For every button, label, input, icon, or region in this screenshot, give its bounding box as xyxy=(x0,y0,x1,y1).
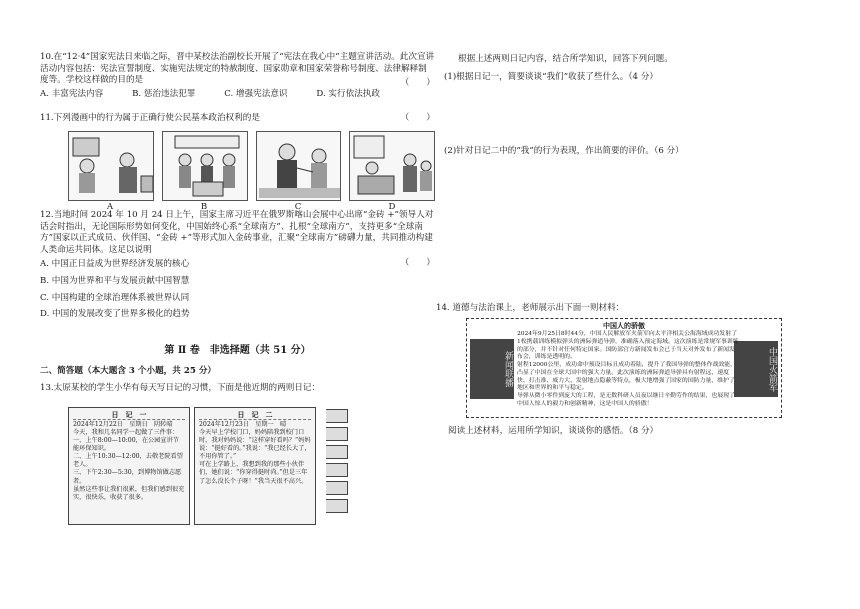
question-13-sub1: (1)根据日记一，简要谈谈“我们”收获了些什么。（4 分） xyxy=(444,72,658,82)
option-a: A. 中国正日益成为世界经济发展的核心 xyxy=(40,259,190,270)
option-a: A. 丰富宪法内容 xyxy=(40,88,104,99)
cartoon-row xyxy=(68,131,435,201)
section-title: 二、简答题（本大题含 3 个小题，共 25 分） xyxy=(40,366,217,376)
question-10 xyxy=(40,52,435,100)
cartoon-a-image xyxy=(68,131,154,201)
question-13-intro: 根据上述两则日记内容，结合所学知识，回答下列问题。 xyxy=(458,54,673,64)
question-12-stem: 12.当地时间 2024 年 10 月 24 日上午，国家主席习近平在俄罗斯喀山会展中心出席“金砖 +”领导人对话会时指出，无论国际形势如何变化，中国始终心系“全球南方”、扎根“全球南方”，支持更多“全球南方”国家以正式成员、伙伴国、“金砖 +”等形式加入金砖事业，汇聚“全球南方”磅礴力量，共同推动构建人类命运共同体。这足以说明 xyxy=(40,210,434,255)
news-photo-right: 中国火箭军 xyxy=(734,341,778,397)
answer-paren: （ ） xyxy=(400,258,435,268)
question-14-task: 阅读上述材料，运用所学知识，谈谈你的感悟。（8 分） xyxy=(448,426,659,436)
diary-two-title: 日 记 二 xyxy=(199,410,311,420)
question-13-sub2: (2)针对日记二中的“我”的行为表现，作出简要的评价。（6 分） xyxy=(444,146,684,156)
option-d: D. 中国的发展改变了世界多极化的趋势 xyxy=(40,309,190,320)
cartoon-d-image xyxy=(349,131,435,201)
question-12-options xyxy=(40,259,435,320)
news-title: 中国人的骄傲 xyxy=(603,321,645,330)
diary-one-body: 今天，我和几名同学一起做了三件事： 一、上午8:00—10:00，在公园宣讲节能环保知识。 二、上午10:30—12:00，去敬老院看望老人。 三、下午2:30—5:30，到博物馆做志愿者。 虽然这些事让我们很累，但我们感到很充实，很快乐，收获了很多。 xyxy=(73,429,185,501)
question-10-stem: 10.在“12·4”国家宪法日来临之际，晋中某校法治副校长开展了“宪法在我心中”主题宣讲活动。此次宣讲活动内容包括：宪法宣誓制度、实施宪法规定的特赦制度、国家勋章和国家荣誉称号制度、法律解释制度等。学校这样做的目的是 xyxy=(40,52,435,86)
part-two-title: 第 Ⅱ 卷 非选择题（共 51 分） xyxy=(164,345,311,356)
option-b: B. 惩治违法犯罪 xyxy=(132,88,196,99)
diary-illustration xyxy=(68,403,348,538)
diary-one-date: 2024年12月22日 星期日 阴转晴 xyxy=(73,421,173,429)
answer-paren: （ ） xyxy=(400,78,435,88)
cartoon-b-image xyxy=(162,131,248,201)
news-body: 2024年9月25日8时44分，中国人民解放军火箭军向太平洋相关公海海域成功发射了1枚携载训练模拟弹头的洲际弹道导弹，准确落入预定海域。这次演练是常规军事训练的部分，并不针对任何特定国家。国防部官方新闻发布会已于当天对外发布了新闻发布会，训练是透明的。 射程12000公里，成功命中预设目标且成功着陆，提升了我国导弹的整体作战效能，凸显了中国在全球大国中的强大力量。此次演练的洲际弹道导弹具有射程远、速度快、打击准、威力大、发射地点隐蔽等特点，极大地增强了国家的国防力量，维护了地区和世界的和平与稳定。 导弹从微小零件到庞大的工程，是无数科研人员夜以继日辛勤劳作的结果，也展现了中国人惊人的毅力和创新精神，这是中国人的骄傲！ xyxy=(517,331,739,408)
question-11-stem: 11.下列漫画中的行为属于正确行使公民基本政治权利的是 xyxy=(40,113,260,123)
caption-a: A xyxy=(106,201,114,212)
caption-c: C xyxy=(294,201,302,212)
caption-d: D xyxy=(388,201,396,212)
question-12 xyxy=(40,210,435,321)
option-b: B. 中国为世界和平与发展贡献中国智慧 xyxy=(40,275,190,286)
question-14-stem: 14. 道德与法治课上，老师展示出下面一则材料： xyxy=(436,303,625,313)
caption-b: B xyxy=(200,201,208,212)
cartoon-c-image xyxy=(256,131,342,201)
question-11 xyxy=(40,113,435,213)
diary-two xyxy=(194,407,316,525)
news-material-box xyxy=(466,318,782,418)
diary-one-title: 日 记 一 xyxy=(73,410,185,420)
option-c: C. 增强宪法意识 xyxy=(224,88,288,99)
option-d: D. 实行依法执政 xyxy=(316,88,380,99)
answer-paren: （ ） xyxy=(400,113,435,123)
diary-one xyxy=(68,407,190,525)
option-c: C. 中国构建的全球治理体系被世界认同 xyxy=(40,292,190,303)
question-13-stem: 13.太原某校的学生小华有每天写日记的习惯，下面是他近期的两则日记： xyxy=(40,383,321,393)
news-photo-left: 新闻联播 xyxy=(470,339,514,399)
question-10-options xyxy=(40,89,380,101)
diary-two-body: 今天早上学校门口，妈妈陪我到校门口时，我对妈妈说：“这样穿好看吗？”妈妈说：“挺好看的。”我说：“我已经长大了，不用你管了。” 可在上学路上，我想到我的那些小伙伴们，她们说：“你穿得挺时尚。”但是三年了怎么没长个子呀！”我当天很不高兴。 xyxy=(199,429,311,485)
diary-two-date: 2024年12月23日 星期一 晴 xyxy=(199,421,287,429)
notebook-tabs xyxy=(326,409,348,517)
